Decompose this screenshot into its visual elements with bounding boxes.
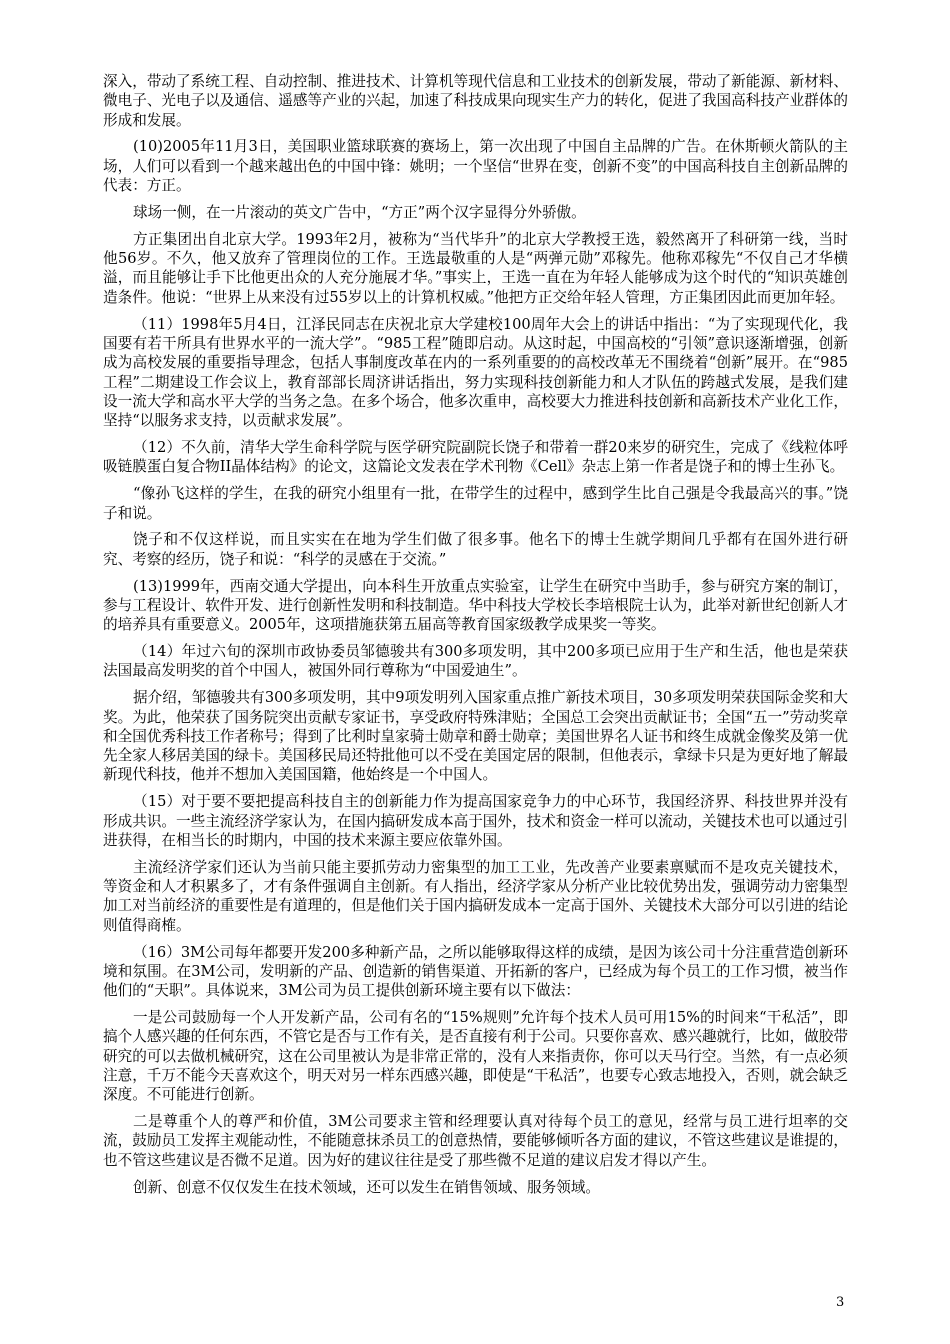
paragraph: 深入，带动了系统工程、自动控制、推进技术、计算机等现代信息和工业技术的创新发展，带动了新能源、新材料、微电子、光电子以及通信、遥感等产业的兴起，加速了科技成果向现实生产力的转化，促进了我国高科技产业群体的形成和发展。	[103, 73, 848, 129]
paragraph: （16）3M公司每年都要开发200多种新产品，之所以能够取得这样的成绩，是因为该公司十分注重营造创新环境和氛围。在3M公司，发明新的产品、创造新的销售渠道、开拓新的客户，已经成为每个员工的工作习惯，被当作他们的“天职”。具体说来，3M公司为员工提供创新环境主要有以下做法：	[103, 943, 848, 1000]
paragraph: （15）对于要不要把提高科技自主的创新能力作为提高国家竞争力的中心环节，我国经济界、科技世界并没有形成共识。一些主流经济学家认为，在国内搞研发成本高于国外，技术和资金一样可以流动，关键技术也可以通过引进获得，在相当长的时期内，中国的技术来源主要应依靠外国。	[103, 793, 848, 849]
paragraph: (13)1999年，西南交通大学提出，向本科生开放重点实验室，让学生在研究中当助手，参与研究方案的制订，参与工程设计、软件开发、进行创新性发明和科技制造。华中科技大学校长李培根院士认为，此举对新世纪创新人才的培养具有重要意义。2005年，这项措施获第五届高等教育国家级教学成果奖一等奖。	[103, 577, 848, 634]
paragraph: 饶子和不仅这样说，而且实实在在地为学生们做了很多事。他名下的博士生就学期间几乎都有在国外进行研究、考察的经历，饶子和说：“科学的灵感在于交流。”	[103, 531, 848, 568]
paragraph: 主流经济学家们还认为当前只能主要抓劳动力密集型的加工工业，先改善产业要素禀赋而不是攻克关键技术，等资金和人才积累多了，才有条件强调自主创新。有人指出，经济学家从分析产业比较优势出发，强调劳动力密集型加工对当前经济的重要性是有道理的，但是他们关于国内搞研发成本一定高于国外、关键技术大部分可以引进的结论则值得商榷。	[103, 858, 848, 934]
paragraph: 方正集团出自北京大学。1993年2月，被称为“当代毕升”的北京大学教授王选，毅然离开了科研第一线，当时他56岁。不久，他又放弃了管理岗位的工作。王选最敬重的人是“两弹元勋”邓稼先。他称邓稼先“不仅自己才华横溢，而且能够让手下比他更出众的人充分施展才华。”事实上，王选一直在为年轻人能够成为这个时代的“知识英雄创造条件。他说：“世界上从来没有过55岁以上的计算机权威。”他把方正交给年轻人管理，方正集团因此而更加年轻。	[103, 230, 848, 306]
paragraph: (10)2005年11月3日，美国职业篮球联赛的赛场上，第一次出现了中国自主品牌的广告。在休斯顿火箭队的主场，人们可以看到一个越来越出色的中国中锋：姚明；一个坚信“世界在变，创新不变”的中国高科技自主创新品牌的代表：方正。	[103, 138, 848, 195]
paragraph: （11）1998年5月4日，江泽民同志在庆祝北京大学建校100周年大会上的讲话中指出：“为了实现现代化，我国要有若干所具有世界水平的一流大学”。“985工程”随即启动。从这时起，中国高校的“引领”意识逐渐增强，创新成为高校发展的重要指导理念，包括人事制度改革在内的一系列重要的的高校改革无不围绕着“创新”展开。在“985工程”二期建设工作会议上，教育部部长周济讲话指出，努力实现科技创新能力和人才队伍的跨越式发展，是我们建设一流大学和高水平大学的当务之急。在多个场合，他多次重申，高校要大力推进科技创新和高新技术产业化工作，坚持“以服务求支持，以贡献求发展”。	[103, 315, 848, 430]
page-number: 3	[836, 1295, 845, 1310]
paragraph: 二是尊重个人的尊严和价值，3M公司要求主管和经理要认真对待每个员工的意见，经常与员工进行坦率的交流，鼓励员工发挥主观能动性，不能随意抹杀员工的创意热情，要能够倾听各方面的建议，不管这些建议是谁提的，也不管这些建议是否微不足道。因为好的建议往往是受了那些微不足道的建议启发才得以产生。	[103, 1113, 848, 1169]
paragraph: 球场一侧，在一片滚动的英文广告中，“方正”两个汉字显得分外骄傲。	[133, 203, 586, 221]
paragraph: 创新、创意不仅仅发生在技术领域，还可以发生在销售领域、服务领域。	[133, 1178, 601, 1196]
paragraph: 一是公司鼓励每一个人开发新产品，公司有名的“15%规则”允许每个技术人员可用15%的时间来“干私活”，即搞个人感兴趣的任何东西，不管它是否与工作有关，是否直接有利于公司。只要你喜欢、感兴趣就行，比如，做胶带研究的可以去做机械研究，这在公司里被认为是非常正常的，没有人来指责你，你可以天马行空。当然，有一点必须注意，千万不能今天喜欢这个，明天对另一样东西感兴趣，即使是“干私活”，也要专心致志地投入，否则，就会缺乏深度。不可能进行创新。	[103, 1009, 848, 1104]
paragraph: （14）年过六旬的深圳市政协委员邹德骏共有300多项发明，其中200多项已应用于生产和生活，他也是荣获法国最高发明奖的首个中国人，被国外同行尊称为“中国爱迪生”。	[103, 643, 848, 680]
paragraph: 据介绍，邹德骏共有300多项发明，其中9项发明列入国家重点推广新技术项目，30多项发明荣获国际金奖和大奖。为此，他荣获了国务院突出贡献专家证书，享受政府特殊津贴；全国总工会突出贡献证书；全国“五一”劳动奖章和全国优秀科技工作者称号；得到了比利时皇家骑士勋章和爵士勋章；美国世界名人证书和终生成就金像奖及第一优先全家人移居美国的绿卡。美国移民局还特批他可以不受在美国定居的限制，但他表示，拿绿卡只是为更好地了解最新现代科技，他并不想加入美国国籍，他始终是一个中国人。	[103, 689, 848, 784]
paragraph: （12）不久前，清华大学生命科学院与医学研究院副院长饶子和带着一群20来岁的研究生，完成了《线粒体呼吸链膜蛋白复合物II晶体结构》的论文，这篇论文发表在学术刊物《Cell》杂志上第一作者是饶子和的博士生孙飞。	[103, 439, 848, 476]
document-body	[103, 72, 848, 1205]
paragraph: “像孙飞这样的学生，在我的研究小组里有一批，在带学生的过程中，感到学生比自己强是令我最高兴的事。”饶子和说。	[103, 485, 848, 522]
